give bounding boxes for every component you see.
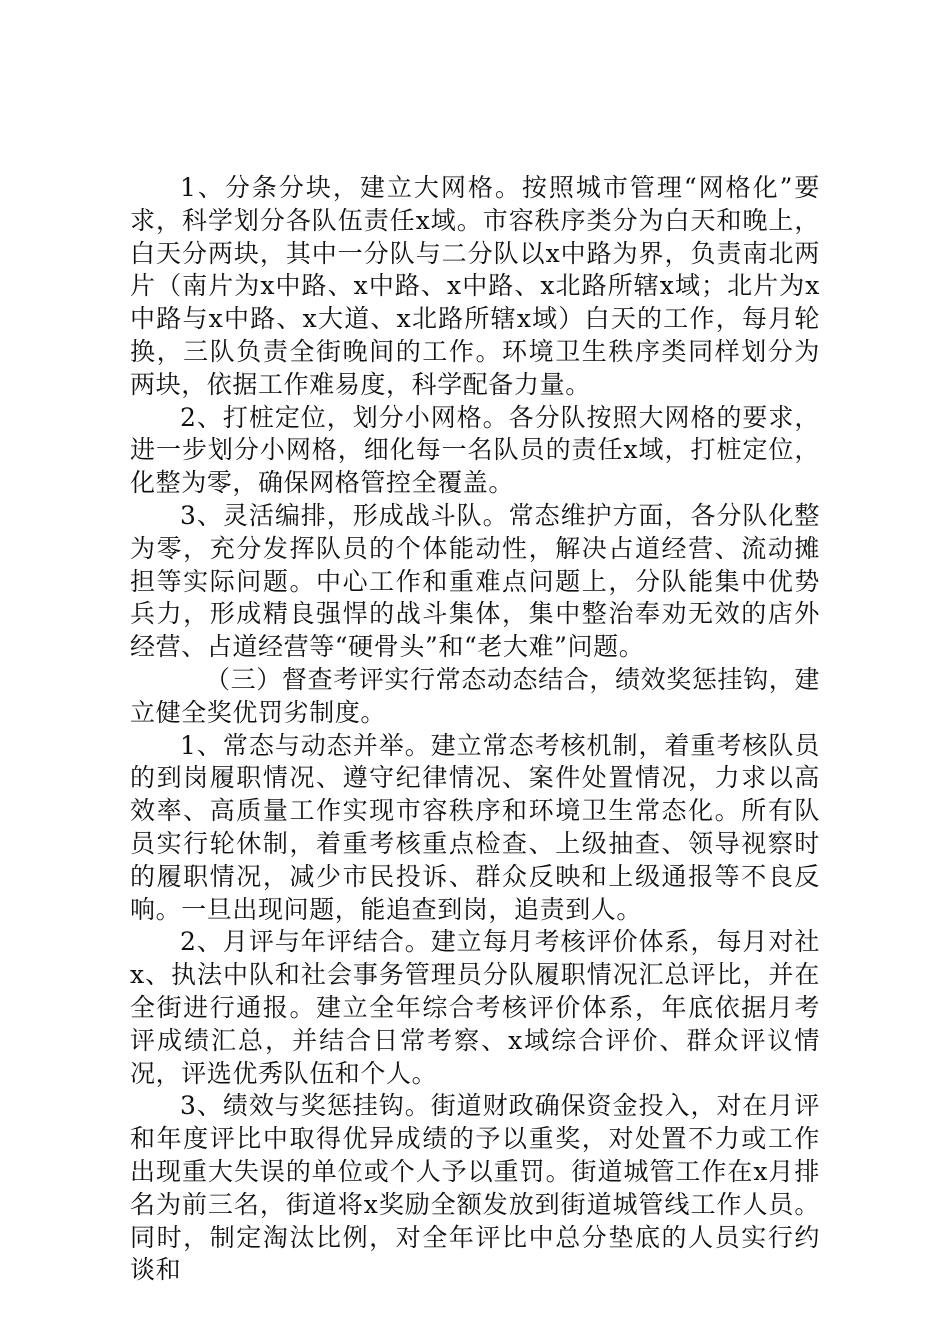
document-page xyxy=(130,172,820,1287)
paragraph-monthly-annual: 2、月评与年评结合。建立每月考核评价体系，每月对社x、执法中队和社会事务管理员分队履职情况汇总评比，并在全街进行通报。建立全年综合考核评价体系，年底依据月考评成绩汇总，并结合日常考察、x域综合评价、群众评议情况，评选优秀队伍和个人。 xyxy=(130,927,820,1088)
paragraph-normal-dynamic: 1、常态与动态并举。建立常态考核机制，着重考核队员的到岗履职情况、遵守纪律情况、案件处置情况，力求以高效率、高质量工作实现市容秩序和环境卫生常态化。所有队员实行轮休制，着重考核重点检查、上级抽查、领导视察时的履职情况，减少市民投诉、群众反映和上级通报等不良反响。一旦出现问题，能追查到岗，追责到人。 xyxy=(130,730,820,924)
section-heading-supervision: （三）督查考评实行常态动态结合，绩效奖惩挂钩，建立健全奖优罚劣制度。 xyxy=(130,664,820,727)
paragraph-combat-team: 3、灵活编排，形成战斗队。常态维护方面，各分队化整为零，充分发挥队员的个体能动性，解决占道经营、流动摊担等实际问题。中心工作和重难点问题上，分队能集中优势兵力，形成精良强悍的战斗集体，集中整治奉劝无效的店外经营、占道经营等“硬骨头”和“老大难”问题。 xyxy=(130,500,820,662)
paragraph-performance-rewards: 3、绩效与奖惩挂钩。街道财政确保资金投入，对在月评和年度评比中取得优异成绩的予以重奖，对处置不力或工作出现重大失误的单位或个人予以重罚。街道城管工作在x月排名为前三名，街道将x奖励全额发放到街道城管线工作人员。同时，制定淘汰比例，对全年评比中总分垫底的人员实行约谈和 xyxy=(130,1091,820,1285)
paragraph-grid-division: 1、分条分块，建立大网格。按照城市管理“网格化”要求，科学划分各队伍责任x域。市容秩序类分为白天和晚上，白天分两块，其中一分队与二分队以x中路为界，负责南北两片（南片为x中路、x中路、x中路、x北路所辖x域；北片为x中路与x中路、x大道、x北路所辖x域）白天的工作，每月轮换，三队负责全街晚间的工作。环境卫生秩序类同样划分为两块，依据工作难易度，科学配备力量。 xyxy=(130,173,820,399)
paragraph-small-grid: 2、打桩定位，划分小网格。各分队按照大网格的要求，进一步划分小网格，细化每一名队员的责任x域，打桩定位，化整为零，确保网格管控全覆盖。 xyxy=(130,402,820,498)
